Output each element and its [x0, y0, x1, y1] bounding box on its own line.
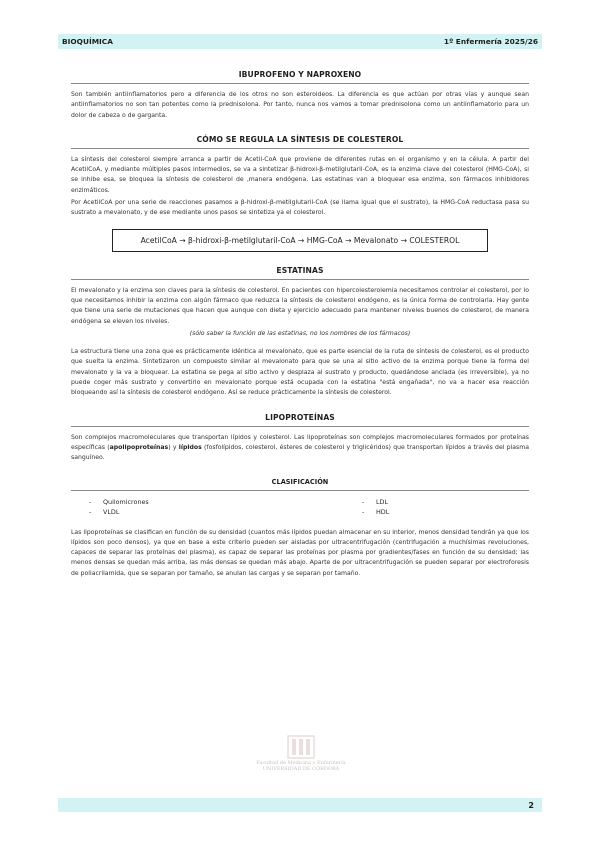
- list-item: - HDL: [362, 508, 390, 517]
- classification-column-right: [300, 497, 529, 518]
- divider: [71, 490, 529, 491]
- note-text: (sólo saber la función de las estatinas, no los nombres de los fármacos): [189, 329, 411, 337]
- divider: [71, 279, 529, 280]
- watermark-university: UNIVERSIDAD DE CÓRDOBA: [262, 766, 340, 772]
- pathway-formula-box: [112, 229, 488, 252]
- paragraph-estatinas-1: El mevalonato y la enzima son claves para la síntesis de colesterol. En pacientes con hipercolesterolemia necesitamos controlar el colesterol, por lo que necesitamos inhibir la enzima con algún fármaco que reduzca la síntesis de colesterol endógeno, es la única forma de controlarla. Hay gente que tiene una serie de mutaciones que hacen que aunque con dieta y ejercicio adecuado para mantener niveles buenos de colesterol, de manera endógena se eleven los niveles.: [71, 286, 529, 325]
- watermark-faculty: Facultad de Medicina y Enfermería: [256, 760, 346, 766]
- page-header: [58, 34, 542, 49]
- section-title-ibuprofeno: IBUPROFENO Y NAPROXENO: [238, 70, 362, 79]
- note-estatinas: [71, 329, 529, 339]
- page-number: 2: [528, 800, 534, 810]
- classification-list: [71, 497, 529, 518]
- section-title-estatinas: ESTATINAS: [276, 265, 324, 275]
- paragraph-lipoproteinas-1: Son complejos macromoleculares que transportan lípidos y colesterol. Las lipoproteínas son complejos macromoleculares formados por proteínas específicas (apolipoproteínas) y lípidos (fosfolípidos, colesterol, ésteres de colesterol y triglicéridos) que transportan lípidos a través del plasma sanguíneo.: [71, 433, 529, 462]
- classification-column-left: [71, 497, 300, 518]
- document-body: [71, 64, 529, 581]
- paragraph-lipoproteinas-2: Las lipoproteínas se clasifican en función de su densidad (cuantos más lípidos puedan almacenar en su interior, menos densidad tendrán ya que los lípidos son poco densos), ya que en base a este criterio pueden ser aisladas por ultracentrifugación (centrifugación a muchísimas revoluciones, capaces de separar las proteínas del plasma), es capaz de separar las proteínas por plasma por gradientes/fases en función de su densidad; las menos densas se quedan más arriba, las más densas se quedan más abajo. Aparte de por ultracentrifugación se pueden separar por electroforesis de poliacrilamida, que se separan por tamaño, se anulan las cargas y se separan por tamaño.: [71, 528, 529, 577]
- header-course: 1º Enfermería 2025/26: [443, 37, 538, 46]
- faculty-logo-icon: [286, 734, 316, 760]
- divider: [71, 148, 529, 149]
- section-title-lipoproteinas: LIPOPROTEÍNAS: [265, 412, 335, 422]
- subsection-title-clasificacion: CLASIFICACIÓN: [271, 477, 329, 486]
- paragraph-colesterol-1: La síntesis del colesterol siempre arranca a partir de Acetil-CoA que proviene de diferentes rutas en el organismo y en la célula. A partir del AcetilCoA, y mediante múltiples pasos intermedios, se va a sintetizar β-hidroxi-β-metilglutaril-CoA, es la enzima clave del colesterol (HMG-CoA), si se inhibe esa, se bloquea la síntesis de colesterol de ,manera endógena. Las estatinas van a bloquear esa enzima, son fármacos inhibidores enzimáticos.: [71, 155, 529, 194]
- paragraph-estatinas-2: La estructura tiene una zona que es prácticamente idéntica al mevalonato, que es parte esencial de la ruta de síntesis de colesterol, es el producto que suelta la enzima. Sintetizaron un compuesto similar al mevalonato para que se una al sitio activo de la enzima porque tiene la forma del mevalonato y la va a bloquear. La estatina se pega al sitio activo y desplaza al sustrato y producto, quedándose anclada (es irreversible), ya no puede coger más sustrato y convertirlo en mevalonato porque está ocupada con la estatina "está engañada", no va a hacer esa reacción bloqueando así la síntesis de colesterol endógeno. Así se reduce prácticamente la síntesis de colesterol.: [71, 348, 529, 397]
- paragraph-ibuprofeno: Son también antiinflamatorios pero a diferencia de los otros no son esteroideos. La diferencia es que actúan por otras vías y aunque sean antiinflamatorios no son tan potentes como la prednisolona. Por tanto, nunca nos vamos a tomar prednisolona como un antiinflamatorio para un dolor de cabeza o de garganta.: [71, 91, 529, 119]
- term-apolipoproteinas: apolipoproteínas: [109, 443, 169, 451]
- header-subject: BIOQUÍMICA: [62, 37, 113, 46]
- paragraph-colesterol-2: Por AcetilCoA por una serie de reacciones pasamos a β-hidroxi-β-metilglutaril-CoA (se llama igual que el sustrato), la HMG-CoA reductasa pasa su sustrato a mevalonato, y de ese mediante unos pasos se sintetiza ya el colesterol.: [71, 199, 529, 217]
- term-lipidos: lípidos: [178, 443, 202, 451]
- divider: [71, 426, 529, 427]
- section-title-colesterol: CÓMO SE REGULA LA SÍNTESIS DE COLESTEROL: [196, 134, 404, 144]
- list-item: - VLDL: [89, 508, 120, 517]
- divider: [71, 83, 529, 84]
- page-footer: [58, 798, 542, 812]
- list-item: - LDL: [362, 497, 389, 506]
- university-watermark: [246, 734, 356, 782]
- list-item: - Quilomicrones: [89, 497, 149, 506]
- pathway-formula: AcetilCoA → β-hidroxi-β-metilglutaril-CoA → HMG-CoA → Mevalonato → COLESTEROL: [140, 235, 460, 245]
